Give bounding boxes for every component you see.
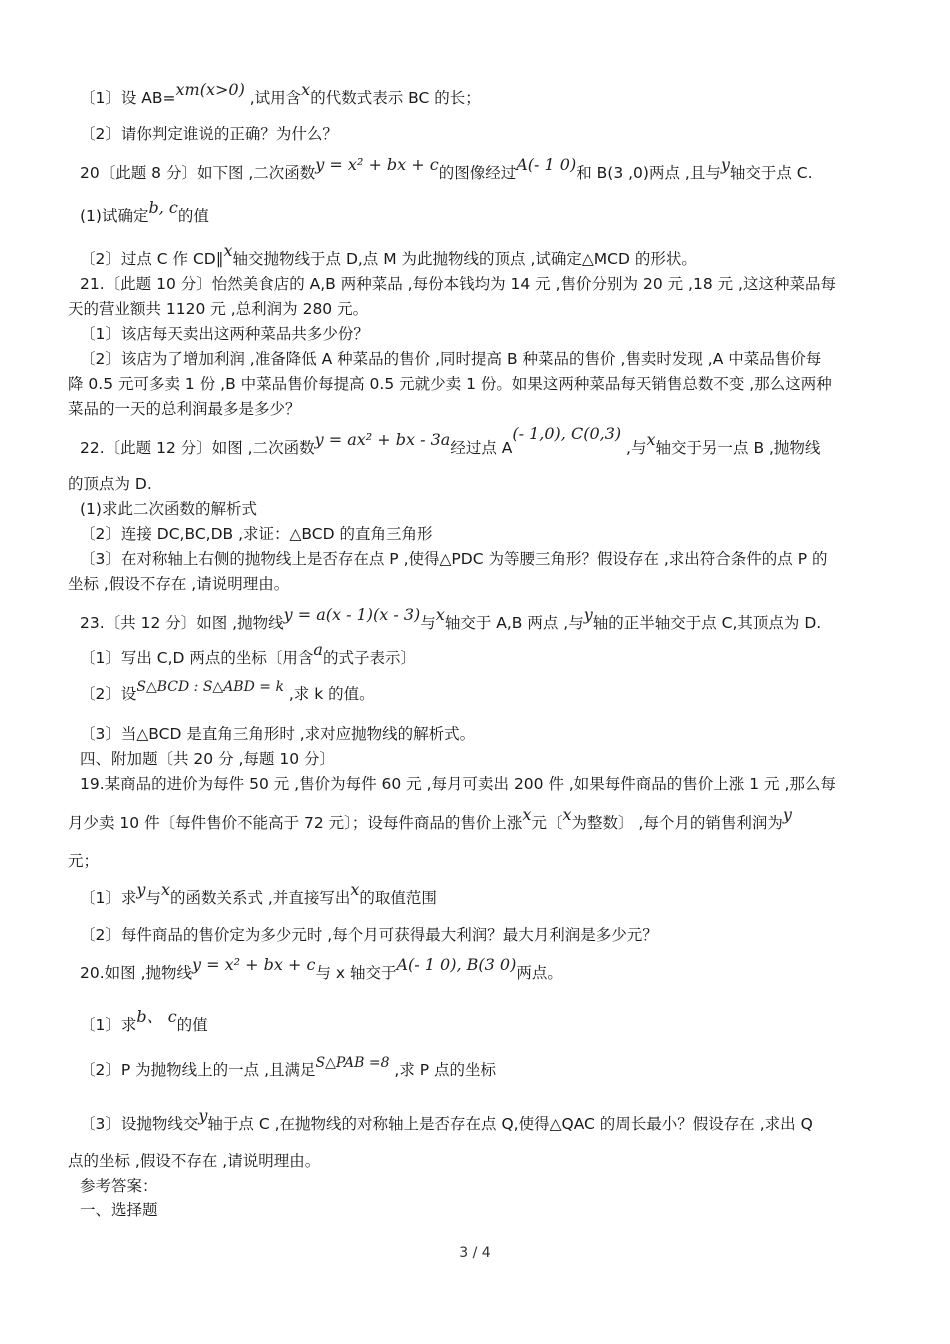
q23-part1 (80, 640, 950, 668)
text: 〔2〕P 为抛物线上的一点 ,且满足 (80, 1061, 316, 1079)
math-var: x (646, 430, 656, 449)
math-xm: xm(x>0) (175, 80, 245, 99)
add19-line1: 19.某商品的进价为每件 50 元 ,售价为每件 60 元 ,每月可卖出 200 件 ,如果每件商品的售价上涨 1 元 ,那么每 (80, 775, 836, 793)
math-points: A(- 1 0), B(3 0) (396, 955, 517, 974)
add19-part1 (80, 880, 950, 908)
ref-answer-heading: 参考答案： (80, 1177, 158, 1195)
math-var: y (583, 605, 593, 624)
q22-head-line2: 的顶点为 D. (68, 475, 152, 493)
math-var: x (350, 880, 360, 899)
q21-part2-line2: 降 0.5 元可多卖 1 份 ,B 中菜品售价每提高 0.5 元就少卖 1 份。如果这两种菜品每天销售总数不变 ,那么这两种 (68, 375, 832, 393)
math-var: x (301, 80, 311, 99)
text: 元〔 (531, 814, 563, 832)
text: 与 x 轴交于 (315, 964, 397, 982)
q22-part2: 〔2〕连接 DC,BC,DB ,求证：△BCD 的直角三角形 (80, 525, 433, 543)
add19-line3: 元； (68, 852, 100, 870)
math-func: y = ax² + bx - 3a (314, 430, 451, 449)
text: 20.如图 ,抛物线 (80, 964, 193, 982)
text: ,求 k 的值。 (283, 685, 375, 703)
text: 两点。 (516, 964, 563, 982)
add20-part3 (80, 1106, 950, 1134)
math-bc: b、 c (136, 1007, 177, 1026)
math-var: a (313, 640, 323, 659)
text: 为整数〕 ,每个月的销售利润为 (571, 814, 783, 832)
text: 〔3〕设抛物线交 (80, 1115, 199, 1133)
text: 与 (145, 889, 161, 907)
math-area: S△PAB =8 (315, 1055, 390, 1071)
math-var: y (782, 805, 792, 824)
add19-line2 (68, 805, 950, 833)
q19-part1 (80, 80, 950, 108)
q21-line1: 21.〔此题 10 分〕怡然美食店的 A,B 两种菜品 ,每份本钱均为 14 元 ,售价分别为 20 元 ,18 元 ,这这种菜品每 (80, 275, 836, 293)
math-area-ratio: S△BCD : S△ABD = k (136, 679, 284, 695)
math-func: y = a(x - 1)(x - 3) (283, 605, 421, 624)
text: 〔1〕求 (80, 889, 137, 907)
math-var: x (562, 805, 572, 824)
text: ,与 (621, 439, 647, 457)
add20-part1 (80, 1007, 950, 1035)
q20-part1 (80, 198, 950, 226)
text: 轴交于点 C. (729, 164, 813, 182)
add20-part3-line2: 点的坐标 ,假设不存在 ,请说明理由。 (68, 1152, 321, 1170)
q19-part2: 〔2〕请你判定谁说的正确？为什么？ (80, 125, 338, 143)
add19-part2: 〔2〕每件商品的售价定为多少元时 ,每个月可获得最大利润？最大月利润是多少元？ (80, 926, 658, 944)
q22-part1: (1)求此二次函数的解析式 (80, 500, 257, 518)
text: 的值 (177, 207, 209, 225)
math-var: y (136, 880, 146, 899)
text: 23.〔共 12 分〕如图 ,抛物线 (80, 614, 284, 632)
q22-part3-line1: 〔3〕在对称轴上右侧的抛物线上是否存在点 P ,使得△PDC 为等腰三角形？假设存在 ,求出符合条件的点 P 的 (80, 550, 828, 568)
text: 〔1〕写出 C,D 两点的坐标〔用含 (80, 649, 314, 667)
text: 22.〔此题 12 分〕如图 ,二次函数 (80, 439, 315, 457)
text: (1)试确定 (80, 207, 149, 225)
section4-title: 四、附加题〔共 20 分 ,每题 10 分〕 (80, 750, 336, 768)
text: 〔1〕设 AB= (80, 89, 176, 107)
add20-part2 (80, 1055, 950, 1081)
math-var: x (160, 880, 170, 899)
math-points: (- 1,0), C(0,3) (512, 424, 622, 443)
text: 和 B(3 ,0)两点 ,且与 (576, 164, 721, 182)
text: 经过点 A (450, 439, 513, 457)
section1-heading: 一、选择题 (80, 1201, 158, 1219)
math-bc: b, c (148, 198, 178, 217)
math-func: y = x² + bx + c (192, 955, 316, 974)
text: 的式子表示〕 (322, 649, 416, 667)
q20-head (80, 155, 950, 183)
text: 〔2〕过点 C 作 CD∥ (80, 250, 224, 268)
text: 轴交抛物线于点 D,点 M 为此抛物线的顶点 ,试确定△MCD 的形状。 (232, 250, 697, 268)
q22-head (80, 424, 950, 458)
q22-part3-line2: 坐标 ,假设不存在 ,请说明理由。 (68, 575, 290, 593)
q21-part1: 〔1〕该店每天卖出这两种菜品共多少份？ (80, 325, 369, 343)
text: 轴交于 A,B 两点 ,与 (444, 614, 584, 632)
text: ,求 P 点的坐标 (389, 1061, 497, 1079)
text: 的图像经过 (438, 164, 517, 182)
q21-line2: 天的营业额共 1120 元 ,总利润为 280 元。 (68, 300, 369, 318)
add20-head (80, 955, 950, 983)
math-var: x (223, 241, 233, 260)
math-var: y (198, 1106, 208, 1125)
q21-part2-line1: 〔2〕该店为了增加利润 ,准备降低 A 种菜品的售价 ,同时提高 B 种菜品的售价 ,售卖时发现 ,A 中菜品售价每 (80, 350, 822, 368)
text: 月少卖 10 件〔每件售价不能高于 72 元〕；设每件商品的售价上涨 (68, 814, 523, 832)
page-number: 3 / 4 (459, 1245, 491, 1261)
text: 〔2〕设 (80, 685, 137, 703)
math-var: x (522, 805, 532, 824)
math-var: x (435, 605, 445, 624)
math-var: y (720, 155, 730, 174)
text: 20〔此题 8 分〕如下图 ,二次函数 (80, 164, 316, 182)
q23-head (80, 605, 950, 633)
math-func: y = x² + bx + c (315, 155, 439, 174)
q21-part2-line3: 菜品的一天的总利润最多是多少？ (68, 400, 301, 418)
text: ,试用含 (244, 89, 302, 107)
q20-part2 (80, 241, 950, 269)
q23-part2 (80, 679, 950, 705)
text: 〔1〕求 (80, 1016, 137, 1034)
text: 的值 (176, 1016, 208, 1034)
text: 轴于点 C ,在抛物线的对称轴上是否存在点 Q,使得△QAC 的周长最小？假设存在 ,求出 Q (207, 1115, 813, 1133)
math-point: A(- 1 0) (516, 155, 577, 174)
text: 的取值范围 (359, 889, 437, 907)
text: 轴的正半轴交于点 C,其顶点为 D. (592, 614, 822, 632)
text: 的函数关系式 ,并直接写出 (169, 889, 351, 907)
text: 轴交于另一点 B ,抛物线 (655, 439, 821, 457)
text: 的代数式表示 BC 的长； (310, 89, 481, 107)
text: 与 (420, 614, 436, 632)
q23-part3: 〔3〕当△BCD 是直角三角形时 ,求对应抛物线的解析式。 (80, 725, 476, 743)
